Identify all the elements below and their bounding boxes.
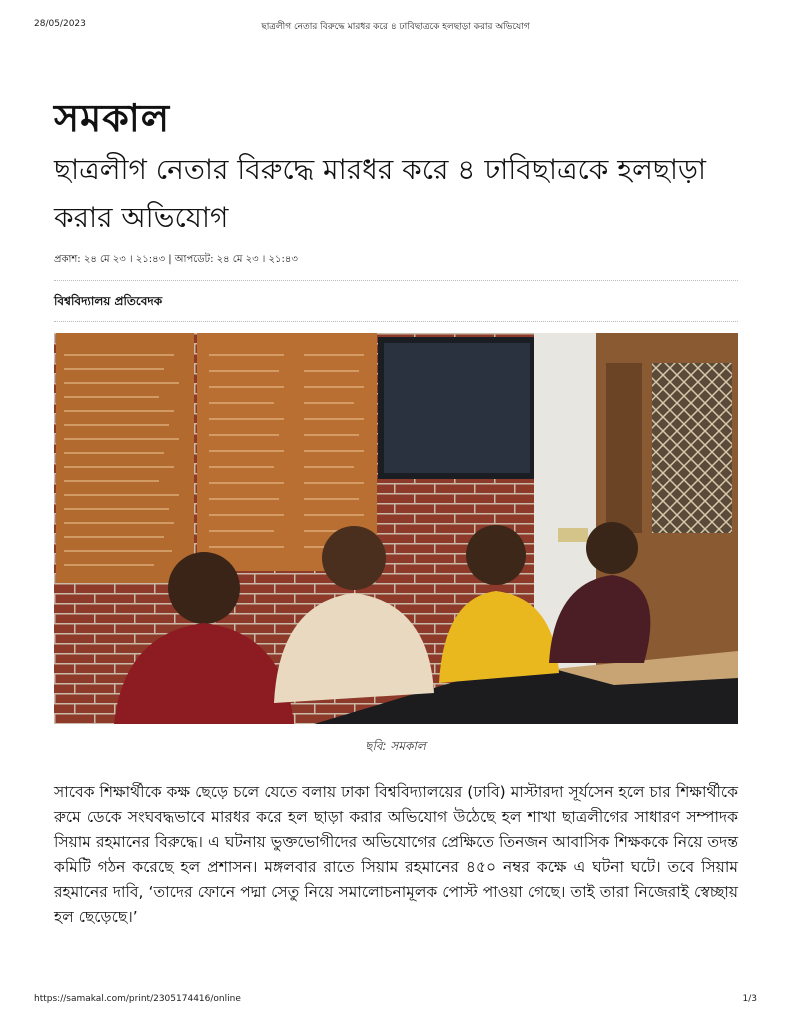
honor-board-left <box>56 333 194 583</box>
article-body: সাবেক শিক্ষার্থীকে কক্ষ ছেড়ে চলে যেতে বলায় ঢাকা বিশ্ববিদ্যালয়ের (ঢাবি) মাস্টারদা সূর্যসেন হলে চার শিক্ষার্থীকে রুমে ডেকে সংঘবদ্ধভাবে মারধর করে হল ছাড়া করার অভিযোগ উঠেছে হল শাখা ছাত্রলীগের সাধারণ সম্পাদক সিয়াম রহমানের বিরুদ্ধে। এ ঘটনায় ভুক্তভোগীদের অভিযোগের প্রেক্ষিতে তিনজন আবাসিক শিক্ষককে নিয়ে তদন্ত কমিটি গঠন করেছে হল প্রশাসন। মঙ্গলবার রাতে সিয়াম রহমানের ৪৫০ নম্বর কক্ষে এ ঘটনা ঘটে। তবে সিয়াম রহমানের দাবি, ‘তাদের ফোনে পদ্মা সেতু নিয়ে সমালোচনামূলক পোস্ট পাওয়া গেছে। তাই তারা নিজেরাই স্বেচ্ছায় হল ছেড়েছে।’ <box>54 783 738 926</box>
print-header-title: ছাত্রলীগ নেতার বিরুদ্ধে মারধর করে ৪ ঢাবিছাত্রকে হলছাড়া করার অভিযোগ <box>261 22 530 32</box>
samakal-logo: সমকাল <box>54 96 171 140</box>
photo-caption: ছবি: সমকাল <box>365 739 426 753</box>
page-number: 1/3 <box>742 994 757 1004</box>
article-photo <box>54 333 738 724</box>
divider-bottom <box>54 321 738 322</box>
publish-meta: প্রকাশ: ২৪ মে ২৩ । ২১:৪৩ | আপডেট: ২৪ মে ২৩ । ২১:৪৩ <box>54 254 298 265</box>
print-date: 28/05/2023 <box>34 19 86 29</box>
divider-top <box>54 280 738 281</box>
byline: বিশ্ববিদ্যালয় প্রতিবেদক <box>54 294 163 308</box>
print-url: https://samakal.com/print/2305174416/online <box>34 994 241 1004</box>
article-headline: ছাত্রলীগ নেতার বিরুদ্ধে মারধর করে ৪ ঢাবিছাত্রকে হলছাড়া করার অভিযোগ <box>54 153 707 234</box>
